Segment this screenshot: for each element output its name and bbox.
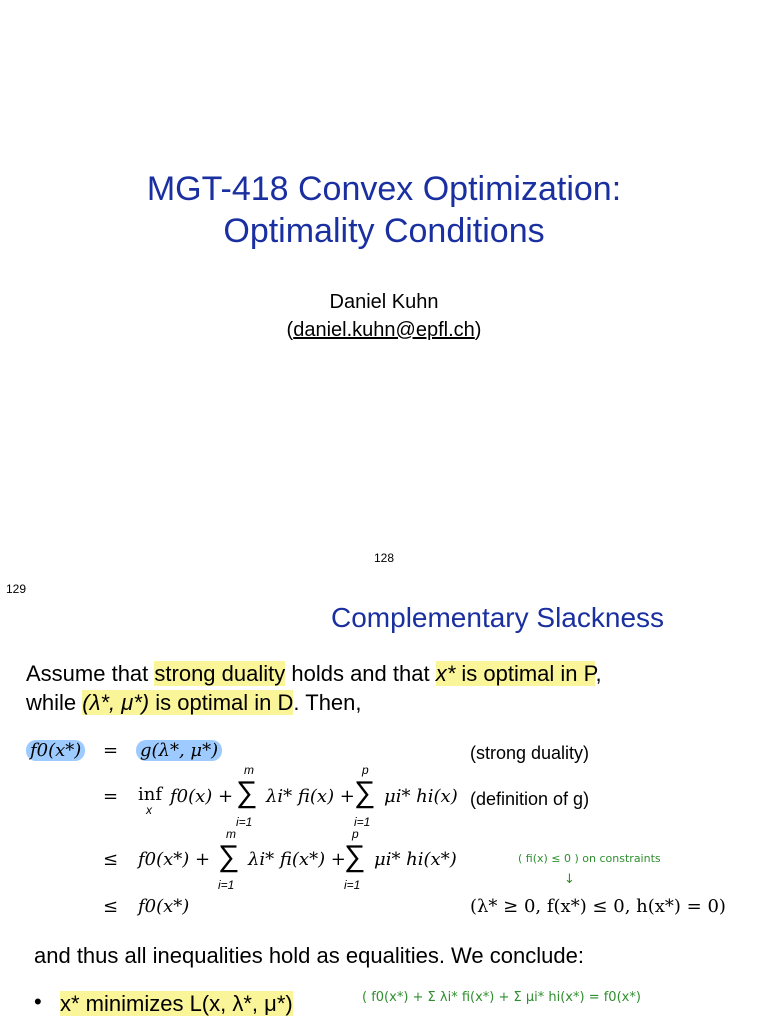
line3-lambda-term: λi* fi(x*) +: [248, 849, 346, 870]
optimal-in-p-highlight: x* is optimal in P: [435, 661, 596, 686]
line2-sum2-top: p: [362, 763, 369, 777]
sum-symbol: ∑: [236, 776, 258, 809]
line2-sum1-bottom: i=1: [236, 815, 253, 829]
line3-sum1-top: m: [226, 827, 236, 841]
intro-line1: Assume that strong duality holds and that x* is optimal in P,: [26, 661, 602, 686]
strong-duality-highlight: strong duality: [154, 661, 286, 686]
conclusion-text: and thus all inequalities hold as equalities. We conclude:: [34, 943, 584, 968]
page-number: 129: [6, 582, 27, 596]
optimal-in-d-highlight: (λ*, μ*) is optimal in D: [82, 690, 294, 715]
line4-note: (λ* ≥ 0, f(x*) ≤ 0, h(x*) = 0): [470, 896, 726, 917]
line4-rhs: f0(x*): [138, 896, 190, 917]
line1-eq: =: [103, 740, 119, 761]
author-email-link[interactable]: daniel.kuhn@epfl.ch: [293, 319, 475, 341]
line2-note: (definition of g): [470, 789, 590, 809]
bullet1-highlight: x* minimizes L(x, λ*, μ*): [60, 991, 293, 1016]
line1-lhs-highlight: f0(x*): [26, 740, 85, 761]
line3-mu-term: μi* hi(x*): [374, 849, 457, 870]
line1-rhs: [136, 740, 222, 761]
line2-lambda-term: λi* fi(x) +: [266, 786, 355, 807]
line3-le: ≤: [103, 849, 119, 870]
slide-heading: Complementary Slackness: [331, 602, 665, 633]
line2-f0: f0(x) +: [170, 786, 234, 807]
sum-symbol: ∑: [218, 840, 240, 873]
line3-sum2-top: p: [352, 827, 359, 841]
bullet-marker: •: [34, 989, 42, 1014]
line2-sum2-bottom: i=1: [354, 815, 371, 829]
sum-symbol: ∑: [354, 776, 376, 809]
intro-line2: while (λ*, μ*) is optimal in D. Then,: [26, 690, 362, 715]
sum-symbol: ∑: [344, 840, 366, 873]
line2-sum1-top: m: [244, 763, 254, 777]
line2-inf: inf: [138, 784, 163, 805]
line3-sum2-bottom: i=1: [344, 878, 361, 892]
line1-rhs-highlight: g(λ*, μ*): [136, 740, 222, 761]
line1-lhs: [26, 740, 85, 761]
annotation-arrow: ↓: [564, 872, 575, 887]
line2-mu-term: μi* hi(x): [384, 786, 458, 807]
sum-annotation: ( f0(x*) + Σ λi* fi(x*) + Σ μi* hi(x*) = f0(x*): [362, 990, 641, 1005]
constraints-annotation: ( fi(x) ≤ 0 ) on constraints: [518, 852, 661, 865]
page-number: 128: [374, 551, 395, 565]
author-email-line: (daniel.kuhn@epfl.ch): [286, 319, 482, 341]
line3-sum1-bottom: i=1: [218, 878, 235, 892]
bullet1-text: [60, 990, 293, 1018]
line3-f0: f0(x*) +: [138, 849, 211, 870]
slide-title-line1: MGT-418 Convex Optimization:: [146, 170, 622, 208]
line4-le: ≤: [103, 896, 119, 917]
line2-inf-subscript: x: [146, 803, 152, 817]
author-name: Daniel Kuhn: [329, 291, 439, 313]
line2-eq: =: [103, 786, 119, 807]
slide-title-line2: Optimality Conditions: [223, 212, 545, 250]
line1-note: (strong duality): [470, 743, 590, 763]
